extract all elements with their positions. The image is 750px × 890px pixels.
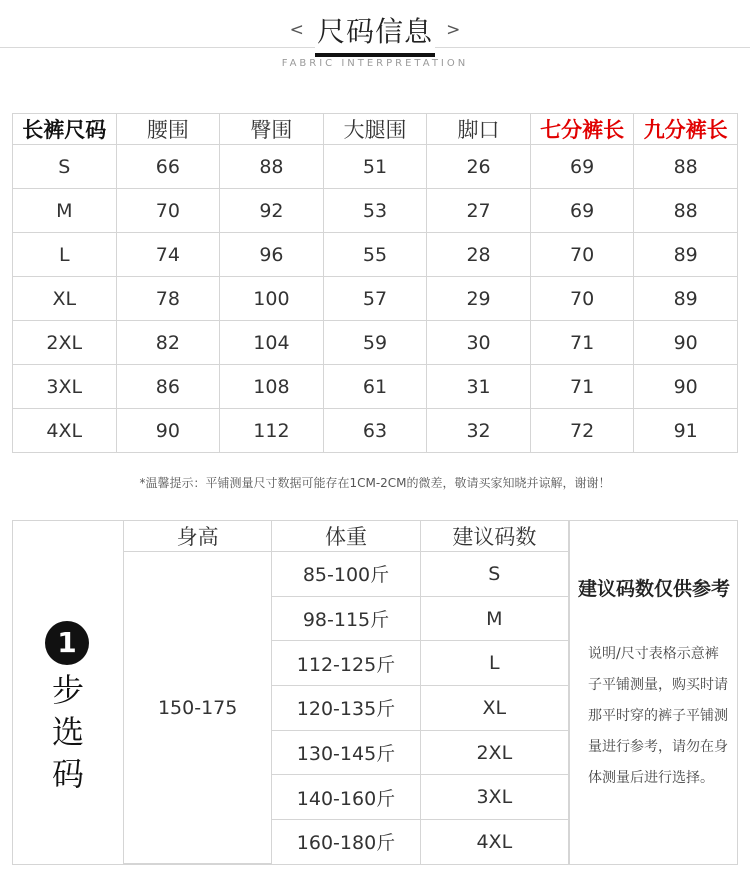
- table-cell: 104: [220, 321, 324, 365]
- table-cell: M: [13, 189, 117, 233]
- header-cell-cropped-length: 七分裤长: [530, 114, 634, 145]
- table-cell: 92: [220, 189, 324, 233]
- table-cell: 100: [220, 277, 324, 321]
- table-row: [13, 145, 738, 189]
- table-cell: 69: [530, 145, 634, 189]
- table-row: [13, 233, 738, 277]
- header-cell-size: 长裤尺码: [13, 114, 117, 145]
- suggested-size-cell: L: [420, 641, 568, 686]
- table-cell: 4XL: [13, 409, 117, 453]
- table-cell: 69: [530, 189, 634, 233]
- suggested-size-cell: 3XL: [420, 775, 568, 820]
- table-row: [13, 321, 738, 365]
- page-title-wrap: [315, 10, 435, 50]
- weight-cell: 112-125斤: [272, 641, 420, 686]
- page-title: 尺码信息: [316, 15, 433, 48]
- table-cell: XL: [13, 277, 117, 321]
- page-subtitle: FABRIC INTERPRETATION: [281, 58, 469, 69]
- chevron-right-icon: >: [446, 20, 461, 40]
- table-cell: 57: [323, 277, 427, 321]
- table-cell: 86: [116, 365, 220, 409]
- suggested-size-cell: S: [420, 552, 568, 597]
- table-cell: 90: [634, 365, 738, 409]
- table-cell: 3XL: [13, 365, 117, 409]
- header-cell-waist: 腰围: [116, 114, 220, 145]
- table-cell: 28: [427, 233, 531, 277]
- guide-row: [124, 552, 569, 597]
- header-cell-hip: 臀围: [220, 114, 324, 145]
- table-cell: 91: [634, 409, 738, 453]
- table-cell: 112: [220, 409, 324, 453]
- section-header: [0, 0, 750, 80]
- table-cell: 59: [323, 321, 427, 365]
- weight-cell: 120-135斤: [272, 686, 420, 731]
- step-number-badge: 1: [45, 621, 89, 665]
- header-cell-ankle-length: 九分裤长: [634, 114, 738, 145]
- table-cell: 70: [530, 233, 634, 277]
- table-cell: 88: [220, 145, 324, 189]
- measurement-notice: *温馨提示：平铺测量尺寸数据可能存在1CM-2CM的微差，敬请买家知晓并谅解，谢谢！: [139, 476, 611, 490]
- table-cell: S: [13, 145, 117, 189]
- weight-cell: 98-115斤: [272, 596, 420, 641]
- header-title-row: [0, 10, 750, 50]
- size-table: [12, 113, 738, 453]
- height-range-cell: 150-175: [124, 552, 272, 864]
- table-cell: 53: [323, 189, 427, 233]
- table-cell: 88: [634, 189, 738, 233]
- note-title: 建议码数仅供参考: [577, 578, 730, 600]
- table-cell: 74: [116, 233, 220, 277]
- table-cell: 66: [116, 145, 220, 189]
- header-cell-thigh: 大腿围: [323, 114, 427, 145]
- table-cell: L: [13, 233, 117, 277]
- guide-header-row: [124, 521, 569, 552]
- table-cell: 27: [427, 189, 531, 233]
- table-cell: 90: [634, 321, 738, 365]
- table-cell: 30: [427, 321, 531, 365]
- table-cell: 88: [634, 145, 738, 189]
- guide-header-weight: 体重: [272, 521, 420, 552]
- table-row: [13, 409, 738, 453]
- header-cell-hem: 脚口: [427, 114, 531, 145]
- table-row: [13, 365, 738, 409]
- table-cell: 31: [427, 365, 531, 409]
- table-cell: 82: [116, 321, 220, 365]
- table-cell: 63: [323, 409, 427, 453]
- table-cell: 72: [530, 409, 634, 453]
- weight-cell: 140-160斤: [272, 775, 420, 820]
- table-cell: 55: [323, 233, 427, 277]
- suggested-size-cell: 2XL: [420, 730, 568, 775]
- table-cell: 89: [634, 233, 738, 277]
- table-cell: 26: [427, 145, 531, 189]
- table-cell: 96: [220, 233, 324, 277]
- guide-header-size: 建议码数: [420, 521, 568, 552]
- title-underline: [315, 53, 435, 57]
- chevron-left-icon: <: [289, 20, 304, 40]
- table-row: [13, 189, 738, 233]
- table-cell: 71: [530, 321, 634, 365]
- table-cell: 32: [427, 409, 531, 453]
- weight-cell: 85-100斤: [272, 552, 420, 597]
- weight-cell: 130-145斤: [272, 730, 420, 775]
- suggested-size-cell: M: [420, 596, 568, 641]
- table-cell: 61: [323, 365, 427, 409]
- step-text: 步选码: [51, 671, 84, 793]
- table-cell: 70: [116, 189, 220, 233]
- table-cell: 90: [116, 409, 220, 453]
- table-cell: 71: [530, 365, 634, 409]
- table-cell: 70: [530, 277, 634, 321]
- guide-table: [123, 521, 569, 864]
- suggested-size-cell: 4XL: [420, 820, 568, 864]
- table-cell: 89: [634, 277, 738, 321]
- guide-header-height: 身高: [124, 521, 272, 552]
- table-cell: 29: [427, 277, 531, 321]
- suggested-size-cell: XL: [420, 686, 568, 731]
- table-cell: 2XL: [13, 321, 117, 365]
- table-cell: 108: [220, 365, 324, 409]
- table-cell: 78: [116, 277, 220, 321]
- table-cell: 51: [323, 145, 427, 189]
- guide-note: [569, 521, 737, 864]
- size-table-header-row: [13, 114, 738, 145]
- step-label: [13, 521, 123, 864]
- table-row: [13, 277, 738, 321]
- weight-cell: 160-180斤: [272, 820, 420, 864]
- size-guide-panel: [12, 520, 738, 865]
- note-body: 说明/尺寸表格示意裤子平铺测量，购买时请那平时穿的裤子平铺测量进行参考，请勿在身体测量后进行选择。: [588, 646, 728, 786]
